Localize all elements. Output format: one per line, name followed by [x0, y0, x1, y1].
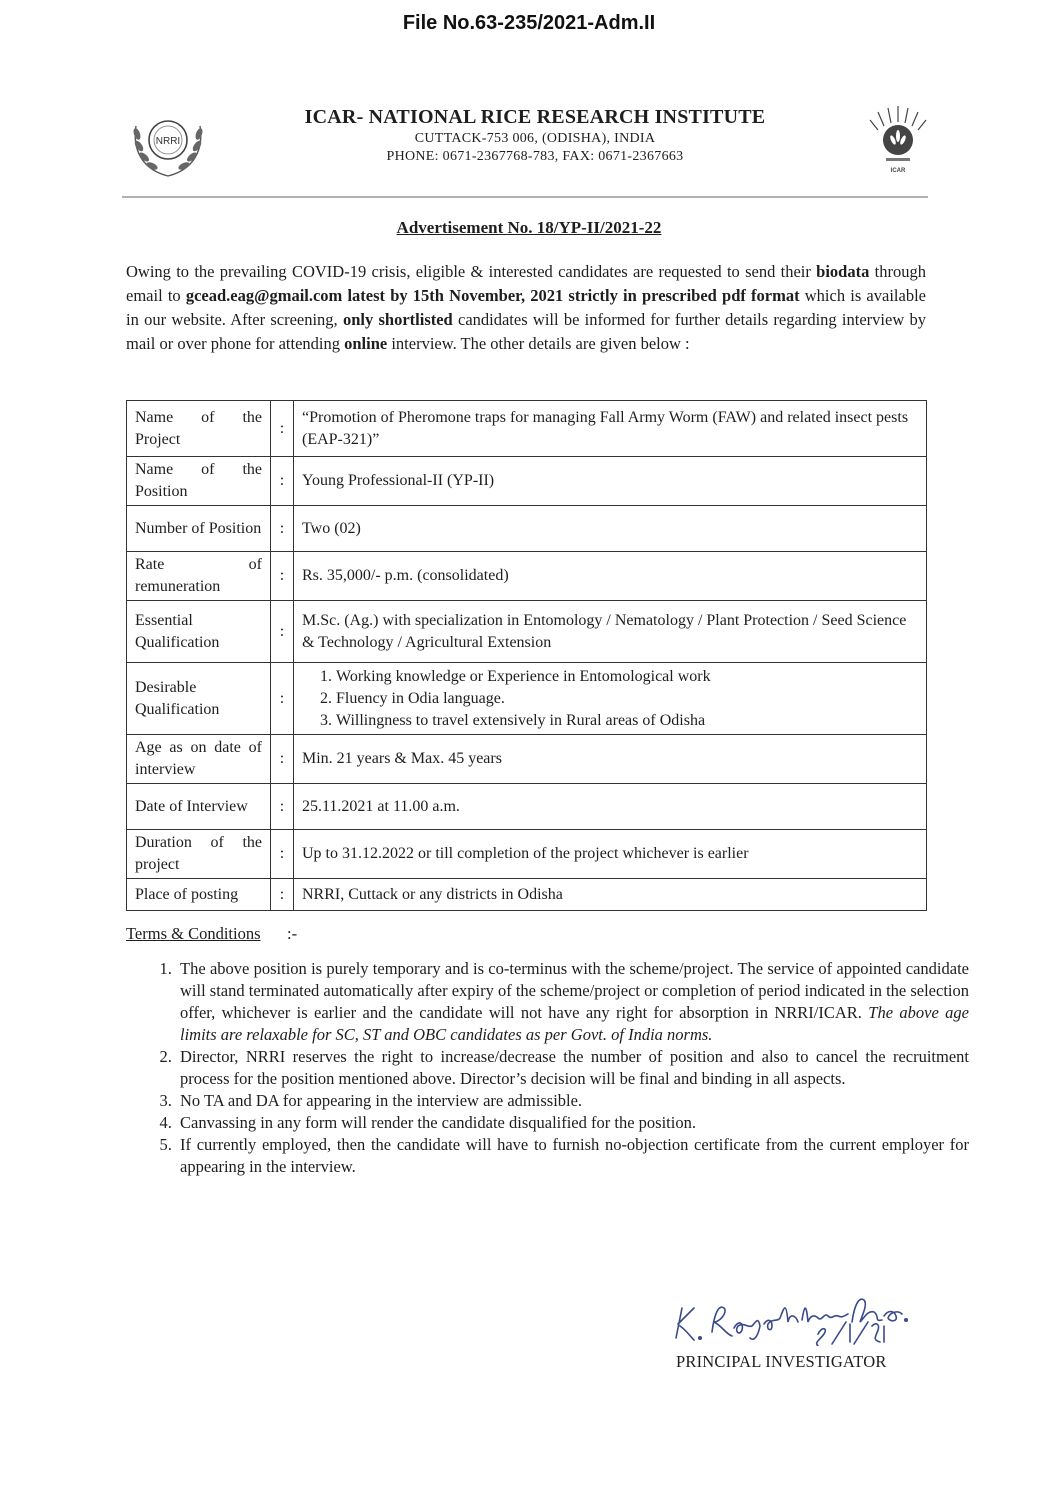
- row-colon: :: [271, 784, 294, 830]
- table-row: [127, 401, 927, 457]
- row-value: “Promotion of Pheromone traps for managing Fall Army Worm (FAW) and related insect pests (EAP-321)”: [294, 401, 927, 457]
- list-item: 1. The above position is purely temporary and is co-terminus with the scheme/project. The service of appointed candidate will stand terminated automatically after expiry of the scheme/project or completion of period indicated in the selection offer, whichever is earlier and the candidate will not have any right for absorption in NRRI/ICAR. The above age limits are relaxable for SC, ST and OBC candidates as per Govt. of India norms.: [176, 958, 969, 1046]
- nrri-logo: [124, 104, 212, 182]
- row-value: Young Professional-II (YP-II): [294, 457, 927, 506]
- icar-logo-text: ICAR: [890, 168, 906, 174]
- list-item: 4. Canvassing in any form will render the candidate disqualified for the position.: [176, 1112, 969, 1134]
- list-item: 3. Willingness to travel extensively in Rural areas of Odisha: [336, 710, 918, 732]
- row-colon: :: [271, 552, 294, 601]
- row-label: Essential Qualification: [127, 601, 271, 663]
- letterhead: [240, 106, 830, 165]
- table-row: [127, 784, 927, 830]
- row-value: 25.11.2021 at 11.00 a.m.: [294, 784, 927, 830]
- row-label: Date of Interview: [127, 784, 271, 830]
- row-value: NRRI, Cuttack or any districts in Odisha: [294, 879, 927, 911]
- row-value: M.Sc. (Ag.) with specialization in Entomology / Nematology / Plant Protection / Seed Science & Technology / Agricultural Extension: [294, 601, 927, 663]
- row-label: Rate of remuneration: [127, 552, 271, 601]
- desirable-list: [302, 666, 918, 732]
- table-row: [127, 601, 927, 663]
- advertisement-title: Advertisement No. 18/YP-II/2021-22: [396, 218, 662, 237]
- table-row: [127, 506, 927, 552]
- row-label: Name of the Position: [127, 457, 271, 506]
- row-colon: :: [271, 401, 294, 457]
- institute-name: ICAR- NATIONAL RICE RESEARCH INSTITUTE: [304, 106, 766, 128]
- table-row: [127, 830, 927, 879]
- row-value: [294, 663, 927, 735]
- handwritten-signature: [668, 1286, 958, 1346]
- row-label: Duration of the project: [127, 830, 271, 879]
- list-item: 3. No TA and DA for appearing in the interview are admissible.: [176, 1090, 969, 1112]
- row-label: Name of the Project: [127, 401, 271, 457]
- nrri-logo-text: NRRI: [155, 136, 181, 147]
- table-row: [127, 663, 927, 735]
- designation: PRINCIPAL INVESTIGATOR: [676, 1352, 887, 1371]
- terms-list: [134, 958, 969, 1178]
- row-colon: :: [271, 879, 294, 911]
- row-label: Number of Position: [127, 506, 271, 552]
- row-label: Age as on date of interview: [127, 735, 271, 784]
- row-value: Min. 21 years & Max. 45 years: [294, 735, 927, 784]
- file-number: File No.63-235/2021-Adm.II: [402, 12, 656, 34]
- header-divider: [122, 196, 928, 198]
- intro-paragraph: Owing to the prevailing COVID-19 crisis, eligible & interested candidates are requested to send their biodata through email to gcead.eag@gmail.com latest by 15th November, 2021 strictly in prescribed pdf format which is available in our website. After screening, only shortlisted candidates will be informed for further details regarding interview by mail or over phone for attending online interview. The other details are given below :: [126, 262, 926, 353]
- table-row: [127, 735, 927, 784]
- position-details-table: [126, 400, 927, 911]
- row-colon: :: [271, 663, 294, 735]
- row-colon: :: [271, 457, 294, 506]
- row-value: Rs. 35,000/- p.m. (consolidated): [294, 552, 927, 601]
- table-row: [127, 879, 927, 911]
- terms-heading: Terms & Conditions: [126, 924, 261, 943]
- institute-address: CUTTACK-753 006, (ODISHA), INDIA: [414, 131, 656, 146]
- list-item: 1. Working knowledge or Experience in Entomological work: [336, 666, 918, 688]
- row-colon: :: [271, 735, 294, 784]
- row-value: Two (02): [294, 506, 927, 552]
- table-row: [127, 552, 927, 601]
- row-label: Place of posting: [127, 879, 271, 911]
- list-item: 5. If currently employed, then the candidate will have to furnish no-objection certificate from the current employer for appearing in the interview.: [176, 1134, 969, 1178]
- list-item: 2. Director, NRRI reserves the right to increase/decrease the number of position and also to cancel the recruitment process for the position mentioned above. Director’s decision will be final and binding in all aspects.: [176, 1046, 969, 1090]
- institute-phone: PHONE: 0671-2367768-783, FAX: 0671-2367663: [386, 149, 684, 164]
- row-label: Desirable Qualification: [127, 663, 271, 735]
- table-row: [127, 457, 927, 506]
- list-item: 2. Fluency in Odia language.: [336, 688, 918, 710]
- icar-logo: [864, 102, 932, 176]
- row-colon: :: [271, 506, 294, 552]
- row-value: Up to 31.12.2022 or till completion of the project whichever is earlier: [294, 830, 927, 879]
- row-colon: :: [271, 601, 294, 663]
- terms-heading-suffix: :-: [287, 924, 298, 943]
- row-colon: :: [271, 830, 294, 879]
